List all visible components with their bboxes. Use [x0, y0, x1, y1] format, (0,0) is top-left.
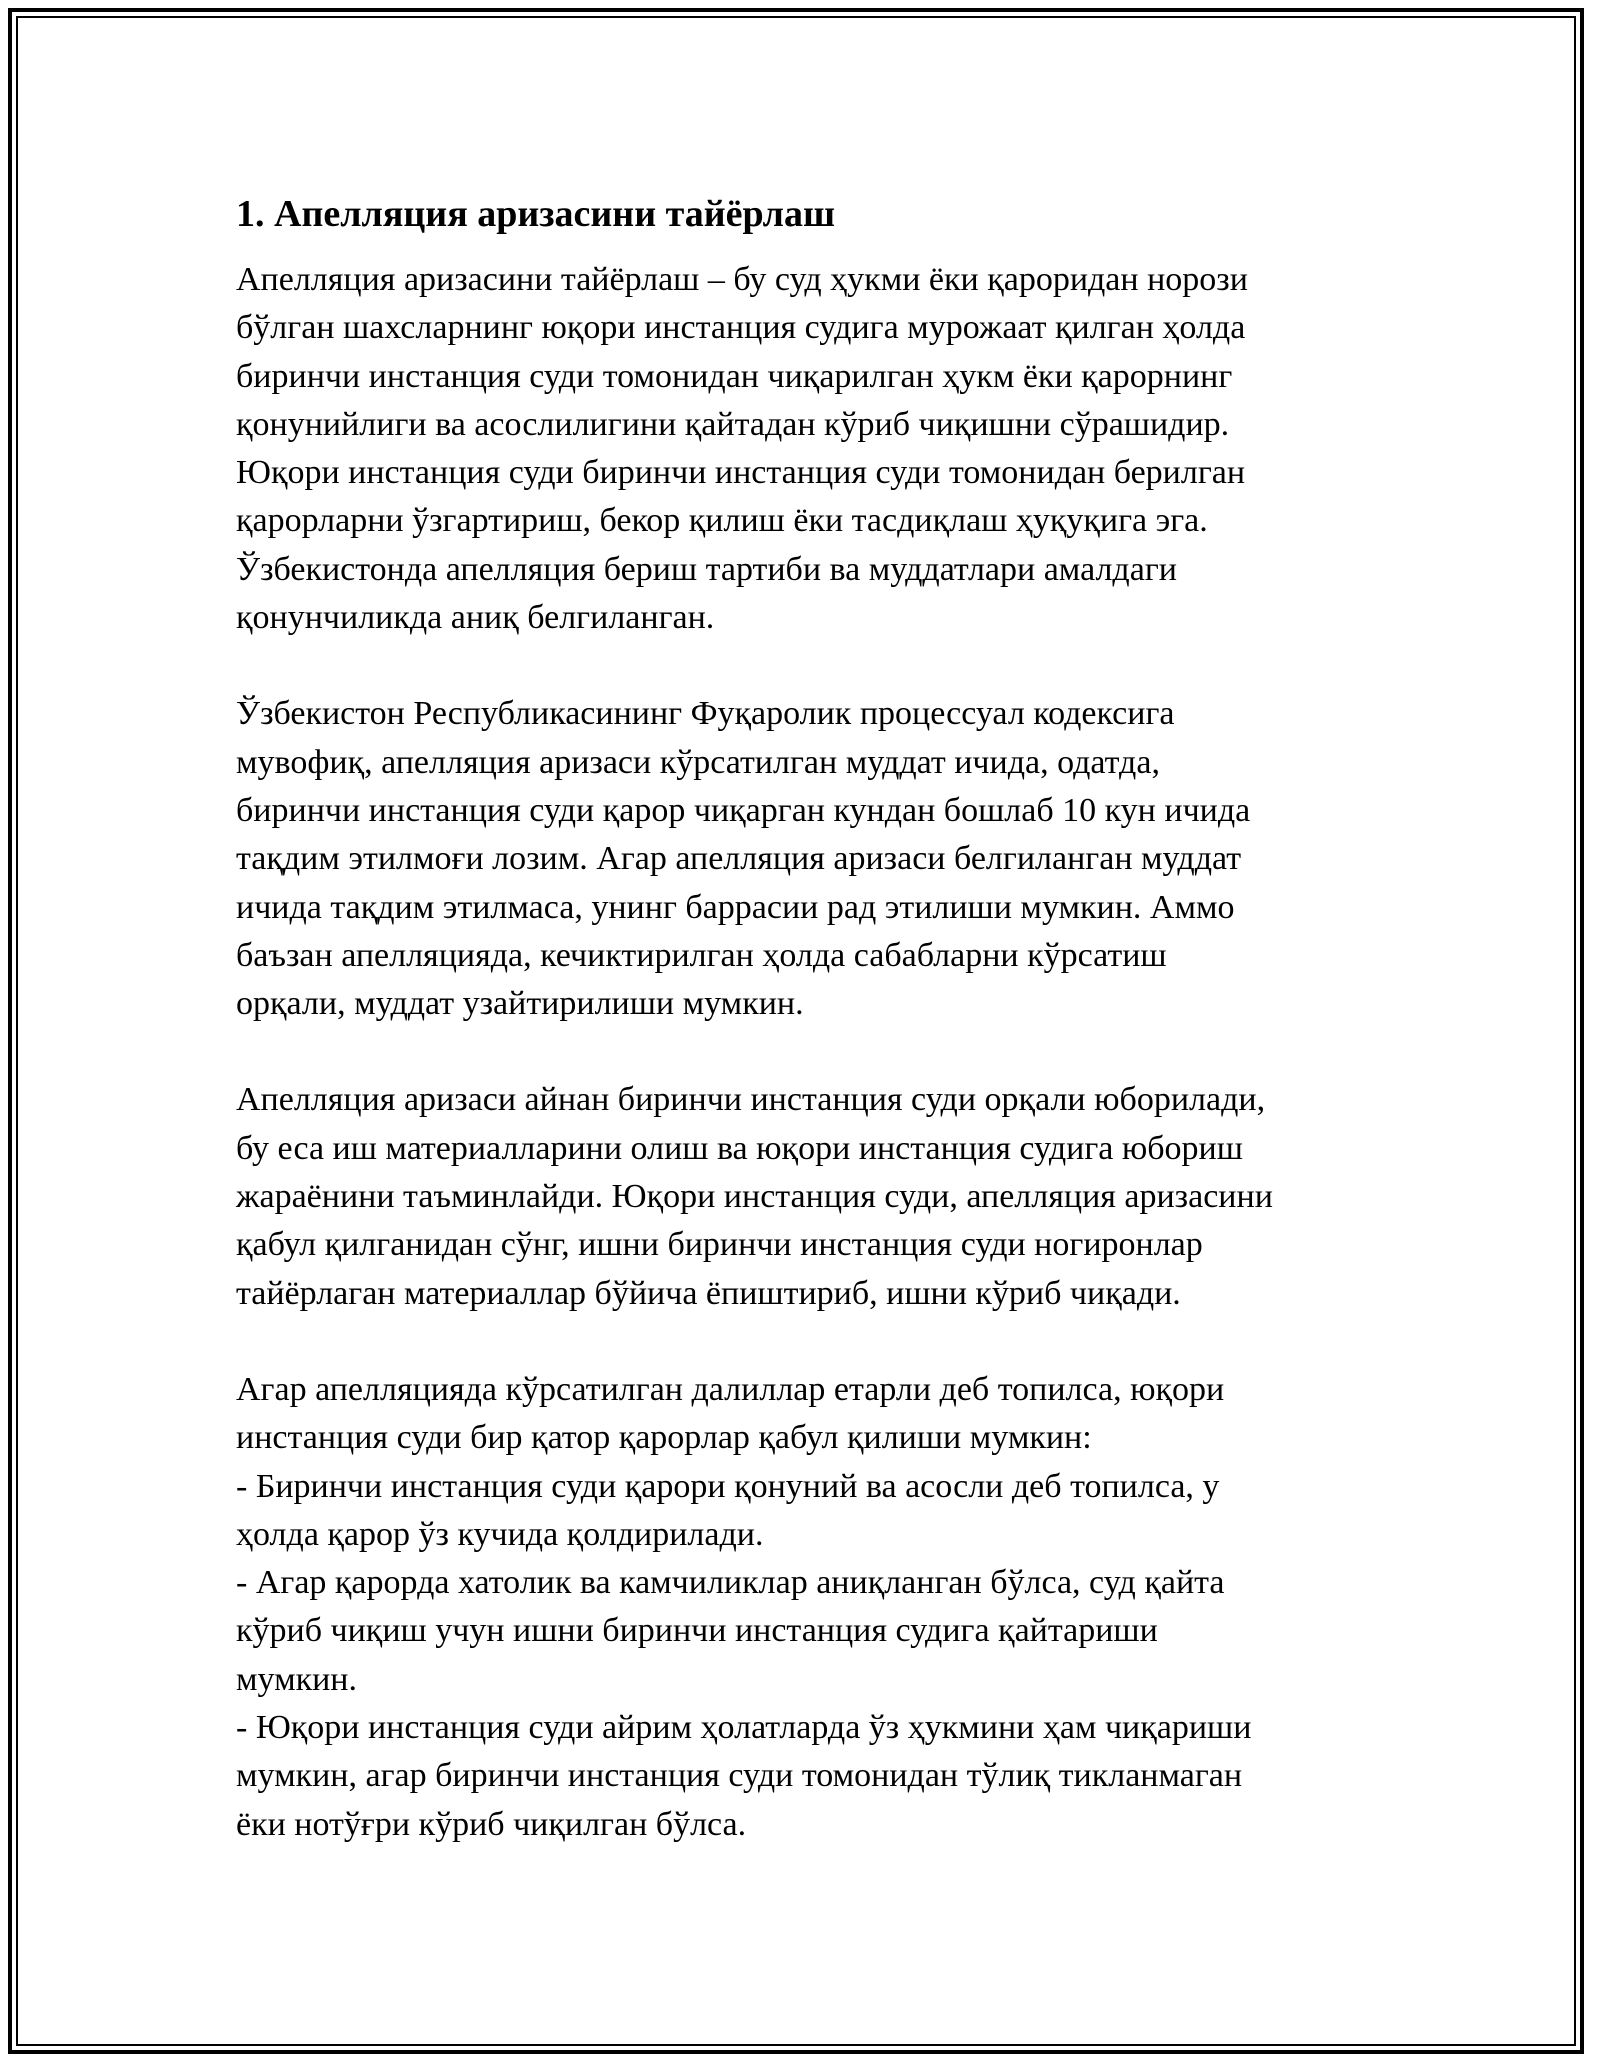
text-line: қабул қилганидан сўнг, ишни биринчи инстанция суди ногиронлар [236, 1226, 1203, 1264]
text-line: мумкин, агар биринчи инстанция суди томонидан тўлиқ тикланмаган [236, 1757, 1243, 1795]
section-heading: 1. Апелляция аризасини тайёрлаш [236, 193, 836, 235]
text-line: кўриб чиқиш учун ишни биринчи инстанция судига қайтариши [236, 1612, 1158, 1650]
text-line: ичида тақдим этилмаса, унинг баррасии рад этилиши мумкин. Аммо [236, 888, 1235, 926]
paragraph-3 [236, 1076, 1366, 1317]
text-line: - Юқори инстанция суди айрим ҳолатларда ўз ҳукмини ҳам чиқариши [236, 1709, 1252, 1747]
document-body [236, 188, 1366, 1897]
text-line: жараёнини таъминлайди. Юқори инстанция суди, апелляция аризасини [236, 1178, 1273, 1216]
text-line: қарорларни ўзгартириш, бекор қилиш ёки тасдиқлаш ҳуқуқига эга. [236, 502, 1208, 540]
text-line: тайёрлаган материаллар бўйича ёпиштириб, ишни кўриб чиқади. [236, 1274, 1181, 1312]
text-line: ҳолда қарор ўз кучида қолдирилади. [236, 1515, 764, 1553]
text-line: Агар апелляцияда кўрсатилган далиллар етарли деб топилса, юқори [236, 1370, 1225, 1408]
text-line: ёки нотўғри кўриб чиқилган бўлса. [236, 1805, 747, 1843]
text-line: мувофиқ, апелляция аризаси кўрсатилган муддат ичида, одатда, [236, 743, 1160, 781]
paragraph-container [236, 256, 1366, 1849]
text-line: инстанция суди бир қатор қарорлар қабул қилиши мумкин: [236, 1419, 1092, 1457]
text-line: Апелляция аризасини тайёрлаш – бу суд ҳукми ёки қароридан норози [236, 261, 1248, 298]
text-line: Ўзбекистонда апелляция бериш тартиби ва муддатлари амалдаги [236, 550, 1177, 588]
text-line: - Биринчи инстанция суди қарори қонуний ва асосли деб топилса, у [236, 1467, 1220, 1505]
text-line: мумкин. [236, 1660, 357, 1698]
text-line: қонунийлиги ва асослилигини қайтадан кўриб чиқишни сўрашидир. [236, 405, 1230, 443]
text-line: биринчи инстанция суди қарор чиқарган кундан бошлаб 10 кун ичида [236, 791, 1251, 829]
text-line: бу еса иш материалларини олиш ва юқори инстанция судига юбориш [236, 1129, 1243, 1167]
text-line: тақдим этилмоғи лозим. Агар апелляция аризаси белгиланган муддат [236, 840, 1242, 878]
text-line: биринчи инстанция суди томонидан чиқарилган ҳукм ёки қарорнинг [236, 357, 1233, 395]
text-line: қонунчиликда аниқ белгиланган. [236, 599, 715, 637]
text-line: орқали, муддат узайтирилиши мумкин. [236, 985, 804, 1023]
text-line: - Агар қарорда хатолик ва камчиликлар аниқланган бўлса, суд қайта [236, 1564, 1225, 1602]
paragraph-4 [236, 1366, 1366, 1849]
paragraph-2 [236, 690, 1366, 1028]
text-line: Апелляция аризаси айнан биринчи инстанция суди орқали юборилади, [236, 1081, 1266, 1119]
text-line: Юқори инстанция суди биринчи инстанция суди томонидан берилган [236, 454, 1246, 492]
text-line: бўлган шахсларнинг юқори инстанция судига мурожаат қилган ҳолда [236, 309, 1246, 347]
text-line: Ўзбекистон Республикасининг Фуқаролик процессуал кодексига [236, 695, 1175, 733]
text-line: баъзан апелляцияда, кечиктирилган ҳолда сабабларни кўрсатиш [236, 936, 1167, 974]
paragraph-1 [236, 256, 1366, 642]
